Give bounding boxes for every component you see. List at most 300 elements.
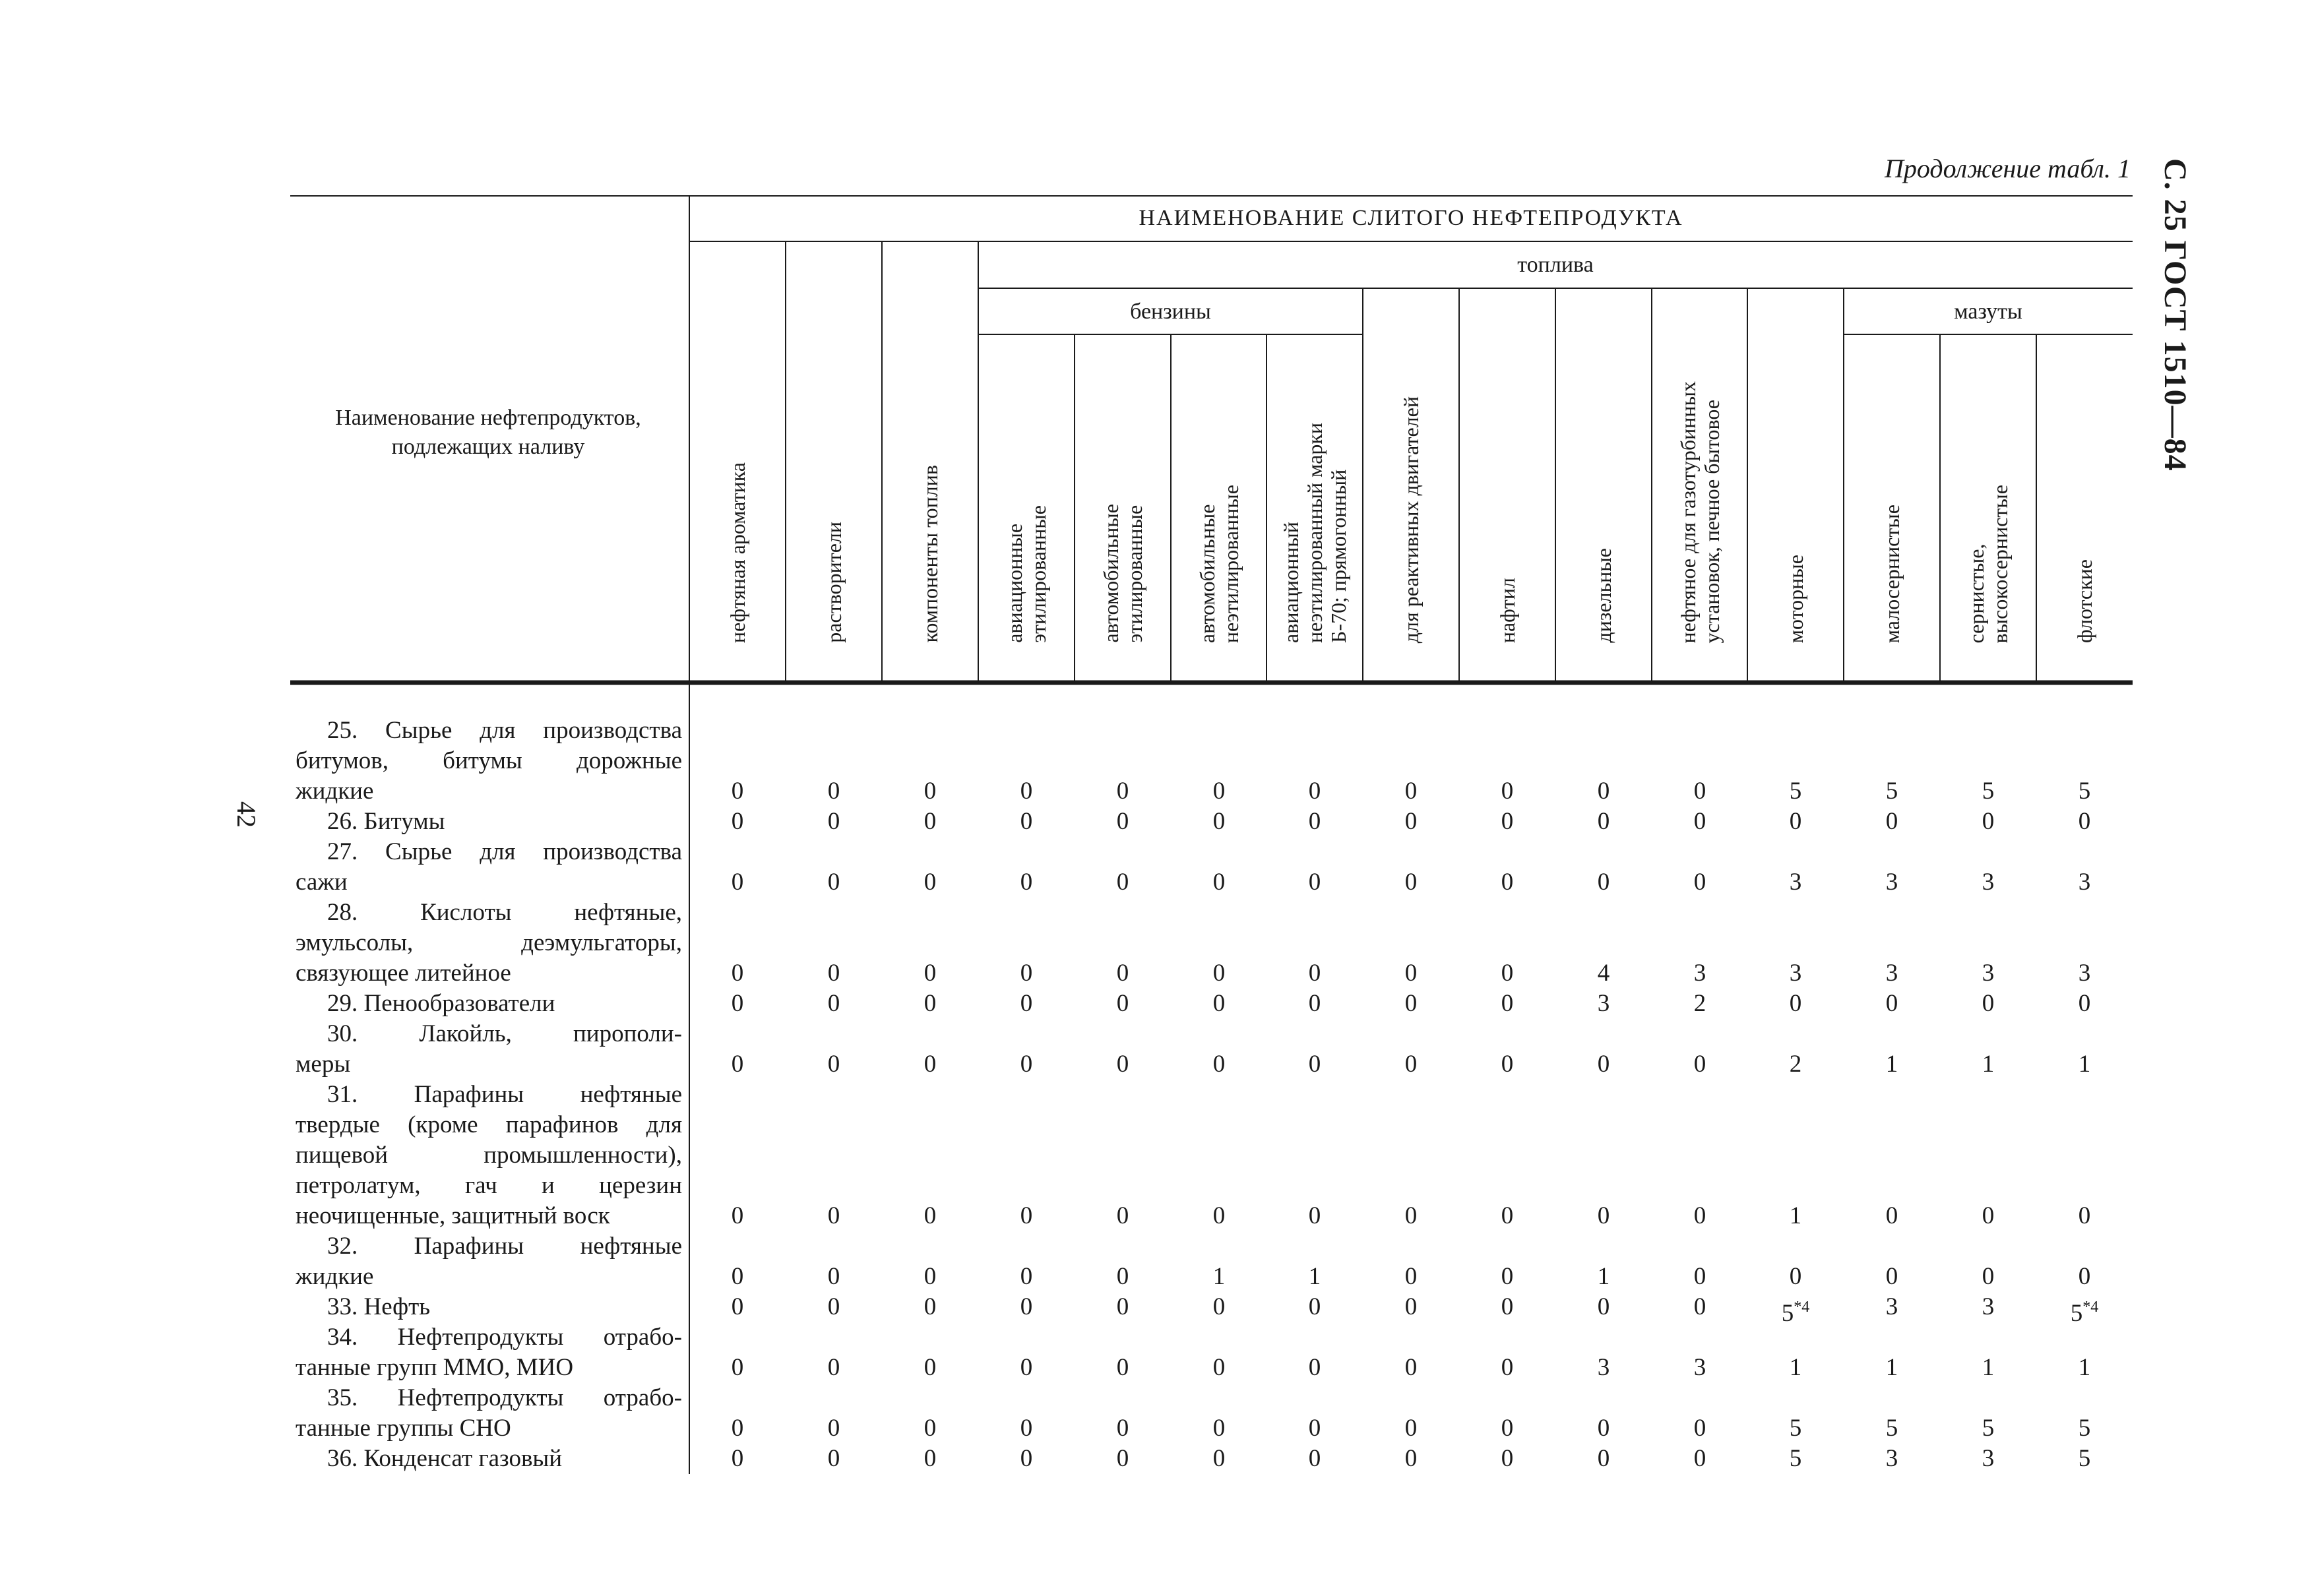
table-cell	[1556, 1262, 1651, 1292]
table-cell	[1075, 776, 1170, 807]
table-cell	[1748, 1444, 1843, 1474]
cell-value: 1	[1597, 1263, 1610, 1290]
table-cell	[979, 989, 1074, 1019]
table-cell	[690, 1413, 785, 1444]
cell-value: 5	[1885, 1415, 1898, 1442]
table-cell	[1652, 1353, 1747, 1383]
page-number: 42	[232, 801, 261, 828]
cell-value: 0	[1212, 1354, 1226, 1381]
row-label-line: 33. Нефть	[327, 1293, 431, 1320]
table-cell	[979, 958, 1074, 989]
cell-value: 0	[2078, 808, 2091, 835]
column-header	[1363, 340, 1459, 643]
cell-value: 0	[1308, 1415, 1321, 1442]
column-header	[1266, 340, 1363, 643]
row-label-line: 30. Лакойль, пирополи-	[327, 1020, 682, 1047]
cell-value: 0	[923, 1445, 937, 1472]
table-cell	[1652, 1201, 1747, 1231]
cell-value: 0	[923, 1263, 937, 1290]
cell-value: 0	[1501, 960, 1514, 987]
cell-value: 0	[1308, 778, 1321, 805]
cell-value: 0	[1404, 1293, 1418, 1320]
table-cell	[690, 1292, 785, 1322]
cell-value: 0	[1693, 1445, 1706, 1472]
table-cell	[1652, 989, 1747, 1019]
cell-value: 0	[923, 990, 937, 1017]
cell-value: 0	[1020, 990, 1033, 1017]
table-row	[0, 1383, 2314, 1444]
table-cell	[1075, 807, 1170, 837]
cell-value: 0	[1404, 1445, 1418, 1472]
cell-value: 0	[1116, 1415, 1129, 1442]
table-cell	[883, 1413, 978, 1444]
table-cell	[1363, 958, 1458, 989]
table-cell	[1844, 1413, 1939, 1444]
cell-value: 5	[2078, 1415, 2091, 1442]
table-cell	[1556, 776, 1651, 807]
table-cell	[786, 958, 881, 989]
table-cell	[1844, 776, 1939, 807]
cell-value: 1	[1885, 1354, 1898, 1381]
row-label	[296, 898, 682, 989]
table-cell	[786, 807, 881, 837]
group-header-mazuts: мазуты	[1954, 299, 2022, 324]
cell-value: 0	[1212, 808, 1226, 835]
cell-value: 0	[731, 1202, 744, 1229]
cell-value: 0	[731, 808, 744, 835]
table-cell	[883, 807, 978, 837]
column-header-label: моторные	[1784, 554, 1807, 643]
column-header-label: дизельные	[1592, 548, 1615, 643]
table-cell	[2037, 1353, 2132, 1383]
cell-value: 0	[923, 808, 937, 835]
row-label-line: 27. Сырье для производства	[327, 838, 682, 865]
cell-value: 0	[1597, 778, 1610, 805]
column-header-label: нефтяная ароматика	[726, 462, 749, 643]
table-cell	[1844, 1292, 1939, 1322]
table-cell	[1363, 1413, 1458, 1444]
cell-value: 0	[1212, 778, 1226, 805]
cell-value: 3	[1982, 960, 1995, 987]
cell-value: 2	[1693, 990, 1706, 1017]
table-cell	[1172, 807, 1266, 837]
cell-value: 0	[731, 1415, 744, 1442]
cell-value: 0	[1404, 869, 1418, 896]
left-column-header: Наименование нефтепродуктов, подлежащих наливу	[335, 406, 641, 459]
table-cell	[690, 989, 785, 1019]
table-cell	[1460, 1353, 1555, 1383]
table-cell	[1652, 776, 1747, 807]
table-cell	[1460, 807, 1555, 837]
table-cell	[1363, 867, 1458, 898]
table-cell	[1460, 1292, 1555, 1322]
table-cell	[1075, 1413, 1170, 1444]
table-cell	[2037, 1262, 2132, 1292]
cell-value: 0	[1308, 1354, 1321, 1381]
table-cell	[1363, 1201, 1458, 1231]
cell-value: 0	[923, 778, 937, 805]
table-cell	[1748, 1353, 1843, 1383]
table-cell	[1556, 1413, 1651, 1444]
table-cell	[786, 1413, 881, 1444]
cell-value: 0	[1020, 1263, 1033, 1290]
table-cell	[1460, 989, 1555, 1019]
table-row	[0, 1292, 2314, 1327]
table-cell	[883, 776, 978, 807]
table-cell	[2037, 958, 2132, 989]
table-cell	[1363, 1262, 1458, 1292]
cell-value: 0	[1116, 1202, 1129, 1229]
cell-value: 0	[1501, 808, 1514, 835]
cell-value: 0	[1020, 808, 1033, 835]
cell-value: 0	[1885, 1263, 1898, 1290]
cell-value: 0	[1020, 1415, 1033, 1442]
row-label-line: сажи	[296, 869, 348, 896]
cell-value: 0	[1693, 808, 1706, 835]
table-cell	[1172, 1444, 1266, 1474]
table-cell	[786, 776, 881, 807]
column-header	[882, 340, 978, 643]
cell-value: 0	[1116, 1445, 1129, 1472]
column-header-label: растворители	[822, 522, 846, 643]
table-cell	[979, 1201, 1074, 1231]
cell-value: 3	[1597, 1354, 1610, 1381]
cell-value: 0	[1501, 1202, 1514, 1229]
table-cell	[979, 1444, 1074, 1474]
row-label	[296, 716, 682, 807]
group-header-gasolines: бензины	[1130, 299, 1211, 324]
cell-value: 0	[1116, 869, 1129, 896]
cell-value: 0	[1116, 778, 1129, 805]
table-cell	[1941, 1353, 2036, 1383]
table-cell	[1844, 958, 1939, 989]
cell-value: 0	[1404, 990, 1418, 1017]
cell-value: 0	[1116, 1051, 1129, 1078]
cell-value: 0	[1404, 1202, 1418, 1229]
table-cell	[1172, 1262, 1266, 1292]
row-label-line: эмульсолы, деэмульгаторы,	[296, 929, 682, 956]
cell-value: 0	[1501, 1354, 1514, 1381]
table-cell	[1460, 958, 1555, 989]
column-header-label: нефтяное для газотурбинных установок, печное бытовое	[1676, 381, 1724, 643]
row-label-line: пищевой промышленности),	[296, 1142, 682, 1169]
cell-value: 1	[2078, 1051, 2091, 1078]
table-cell	[883, 989, 978, 1019]
cell-value: 0	[923, 1202, 937, 1229]
row-label-line: 26. Битумы	[327, 808, 445, 835]
cell-value: 0	[731, 778, 744, 805]
cell-value: 0	[1501, 990, 1514, 1017]
cell-value: 0	[1885, 808, 1898, 835]
row-label-line: связующее литейное	[296, 960, 511, 987]
table-cell	[1556, 807, 1651, 837]
group-header-drained-product: НАИМЕНОВАНИЕ СЛИТОГО НЕФТЕПРОДУКТА	[1139, 206, 1683, 230]
table-cell	[1941, 867, 2036, 898]
cell-value: 0	[1693, 1263, 1706, 1290]
cell-value: 0	[2078, 1202, 2091, 1229]
row-label-line: 32. Парафины нефтяные	[327, 1233, 682, 1260]
row-label-line: 28. Кислоты нефтяные,	[327, 899, 682, 926]
cell-value: 0	[1693, 1051, 1706, 1078]
cell-value: 0	[1597, 1051, 1610, 1078]
table-cell	[1652, 1049, 1747, 1080]
cell-value: 0	[2078, 990, 2091, 1017]
table-cell	[883, 1262, 978, 1292]
cell-value: 1	[1982, 1051, 1995, 1078]
table-cell	[1075, 989, 1170, 1019]
cell-value: 5	[2078, 1445, 2091, 1472]
cell-value: 0	[1308, 960, 1321, 987]
table-cell	[1941, 1444, 2036, 1474]
table-cell	[1941, 1049, 2036, 1080]
table-cell	[1941, 807, 2036, 837]
table-cell	[1460, 1262, 1555, 1292]
column-header	[1555, 340, 1652, 643]
table-cell	[1748, 1413, 1843, 1444]
cell-value: 0	[1693, 1293, 1706, 1320]
table-cell	[1172, 1201, 1266, 1231]
row-label-line: 34. Нефтепродукты отрабо-	[327, 1324, 682, 1351]
column-header	[689, 340, 786, 643]
table-cell	[1556, 989, 1651, 1019]
table-row	[0, 716, 2314, 807]
table-cell	[1460, 1201, 1555, 1231]
table-cell	[1075, 1201, 1170, 1231]
table-cell	[1941, 1201, 2036, 1231]
cell-value: 0	[827, 1445, 840, 1472]
cell-value: 5	[1982, 778, 1995, 805]
cell-value: 0	[1308, 1202, 1321, 1229]
cell-value: 0	[1789, 990, 1802, 1017]
table-cell	[1460, 1413, 1555, 1444]
cell-value: 0	[1404, 960, 1418, 987]
row-label-line: 35. Нефтепродукты отрабо-	[327, 1384, 682, 1411]
cell-value: 3	[1885, 869, 1898, 896]
table-cell	[1172, 867, 1266, 898]
table-cell	[1172, 1049, 1266, 1080]
cell-value: 0	[731, 1354, 744, 1381]
table-cell	[1172, 1292, 1266, 1322]
row-label	[296, 989, 682, 1019]
row-label	[296, 837, 682, 898]
cell-value: 0	[923, 1354, 937, 1381]
cell-value: 0	[1020, 778, 1033, 805]
table-cell	[1363, 1049, 1458, 1080]
cell-value: 1	[1789, 1202, 1802, 1229]
table-cell	[1844, 1201, 1939, 1231]
column-header	[2036, 340, 2133, 643]
table-cell	[1460, 1444, 1555, 1474]
cell-value: 3	[1885, 960, 1898, 987]
cell-value: 0	[1597, 808, 1610, 835]
table-cell	[1652, 1262, 1747, 1292]
column-header-label: сернистые, высокосернистые	[1964, 484, 2012, 643]
table-cell	[786, 867, 881, 898]
cell-value: 0	[1693, 1415, 1706, 1442]
cell-value: 0	[1020, 869, 1033, 896]
table-cell	[1267, 1413, 1362, 1444]
column-header	[1459, 340, 1555, 643]
cell-value: 0	[1116, 960, 1129, 987]
cell-value: 0	[1212, 990, 1226, 1017]
cell-value: 0	[827, 808, 840, 835]
cell-value: 0	[827, 1263, 840, 1290]
table-cell	[1941, 1413, 2036, 1444]
column-header-label: автомобильные неэтилированные	[1195, 484, 1243, 643]
cell-value: 5	[2078, 778, 2091, 805]
table-cell	[1267, 1292, 1362, 1322]
row-label	[296, 1231, 682, 1292]
table-cell	[883, 1353, 978, 1383]
standard-running-header: С. 25 ГОСТ 1510—84	[2158, 158, 2193, 472]
cell-value: 0	[1116, 1354, 1129, 1381]
table-cell	[690, 776, 785, 807]
table-row	[0, 1019, 2314, 1080]
table-cell	[1844, 1353, 1939, 1383]
cell-value: 3	[1982, 869, 1995, 896]
table-cell	[690, 1262, 785, 1292]
cell-value: 0	[923, 1415, 937, 1442]
cell-value: 0	[827, 1051, 840, 1078]
table-cell	[1267, 1353, 1362, 1383]
cell-value: 0	[1693, 869, 1706, 896]
row-label-line: твердые (кроме парафинов для	[296, 1111, 682, 1138]
cell-value: 5	[2070, 1300, 2083, 1327]
cell-value: 0	[1212, 960, 1226, 987]
column-header	[978, 340, 1075, 643]
table-cell	[1748, 1049, 1843, 1080]
footnote-mark: *4	[2082, 1299, 2099, 1316]
cell-value: 0	[1789, 808, 1802, 835]
row-label-line: 29. Пенообразователи	[327, 990, 555, 1017]
cell-value: 0	[1116, 1263, 1129, 1290]
column-header	[1652, 340, 1748, 643]
row-label-line: петролатум, гач и церезин	[296, 1172, 682, 1199]
cell-value: 0	[1020, 1354, 1033, 1381]
table-cell	[2037, 1201, 2132, 1231]
row-label-line: 31. Парафины нефтяные	[327, 1081, 682, 1108]
cell-value: 1	[1789, 1354, 1802, 1381]
table-cell	[1556, 1292, 1651, 1322]
column-header	[1075, 340, 1171, 643]
cell-value: 0	[1212, 1293, 1226, 1320]
table-cell	[1941, 1292, 2036, 1322]
cell-value: 0	[1885, 1202, 1898, 1229]
table-cell	[883, 867, 978, 898]
table-cell	[690, 958, 785, 989]
cell-value: 0	[1308, 869, 1321, 896]
table-cell	[1556, 867, 1651, 898]
cell-value: 5	[1885, 778, 1898, 805]
cell-value: 0	[1501, 1051, 1514, 1078]
table-cell	[2037, 989, 2132, 1019]
cell-value: 0	[1116, 990, 1129, 1017]
cell-value: 0	[1597, 1293, 1610, 1320]
table-cell	[1844, 989, 1939, 1019]
column-header	[1171, 340, 1267, 643]
cell-value: 5	[1781, 1300, 1794, 1327]
table-cell	[979, 776, 1074, 807]
table-cell	[1075, 867, 1170, 898]
cell-value: 0	[923, 869, 937, 896]
table-cell	[1652, 867, 1747, 898]
table-cell	[786, 989, 881, 1019]
cell-value: 0	[1116, 808, 1129, 835]
cell-value: 0	[923, 1051, 937, 1078]
cell-value: 0	[731, 960, 744, 987]
cell-value: 2	[1789, 1051, 1802, 1078]
table-cell	[1363, 807, 1458, 837]
cell-value: 3	[1885, 1445, 1898, 1472]
table-cell	[2037, 1049, 2132, 1080]
table-cell	[1556, 1444, 1651, 1474]
table-cell	[1748, 807, 1843, 837]
cell-value: 0	[1020, 960, 1033, 987]
table-cell	[1267, 807, 1362, 837]
cell-value: 0	[1308, 1293, 1321, 1320]
cell-value: 5	[1789, 1415, 1802, 1442]
cell-value: 0	[1693, 1202, 1706, 1229]
cell-value: 0	[1020, 1293, 1033, 1320]
table-row	[0, 1080, 2314, 1231]
cell-value: 0	[1501, 778, 1514, 805]
cell-value: 0	[1116, 1293, 1129, 1320]
cell-value: 1	[1308, 1263, 1321, 1290]
table-cell	[1172, 1353, 1266, 1383]
cell-value: 0	[1982, 1202, 1995, 1229]
table-cell	[883, 1201, 978, 1231]
table-cell	[1556, 1353, 1651, 1383]
table-cell	[690, 867, 785, 898]
table-cell	[1460, 776, 1555, 807]
cell-value: 0	[827, 1354, 840, 1381]
table-cell	[1267, 958, 1362, 989]
table-cell	[2037, 776, 2132, 807]
cell-value: 0	[1597, 1202, 1610, 1229]
table-cell	[2037, 1444, 2132, 1474]
cell-value: 3	[1597, 990, 1610, 1017]
table-cell	[979, 1413, 1074, 1444]
cell-value: 5	[1982, 1415, 1995, 1442]
cell-value: 5	[1789, 1445, 1802, 1472]
table-cell	[2037, 867, 2132, 898]
table-cell	[883, 1049, 978, 1080]
row-label-line: жидкие	[296, 1263, 374, 1290]
table-cell	[1941, 1262, 2036, 1292]
table-cell	[883, 1444, 978, 1474]
cell-value: 3	[2078, 960, 2091, 987]
cell-value: 0	[1308, 1051, 1321, 1078]
table-cell	[979, 1292, 1074, 1322]
row-label-line: 25. Сырье для производства	[327, 717, 682, 744]
table-cell	[1075, 1353, 1170, 1383]
cell-value: 0	[827, 960, 840, 987]
cell-value: 1	[2078, 1354, 2091, 1381]
column-header-label: авиационный неэтилированный марки Б-70; прямогонный	[1279, 423, 1350, 643]
cell-value: 0	[731, 1263, 744, 1290]
column-header-label: малосернистые	[1880, 504, 1904, 643]
column-header-label: авиационные этилированные	[1003, 505, 1050, 643]
cell-value: 0	[1020, 1445, 1033, 1472]
cell-value: 0	[923, 1293, 937, 1320]
table-cell	[1363, 1444, 1458, 1474]
table-cell	[1748, 989, 1843, 1019]
table-cell	[1460, 1049, 1555, 1080]
column-header-label: флотские	[2073, 559, 2096, 643]
cell-value: 0	[1789, 1263, 1802, 1290]
cell-value: 1	[1885, 1051, 1898, 1078]
table-cell	[786, 1262, 881, 1292]
